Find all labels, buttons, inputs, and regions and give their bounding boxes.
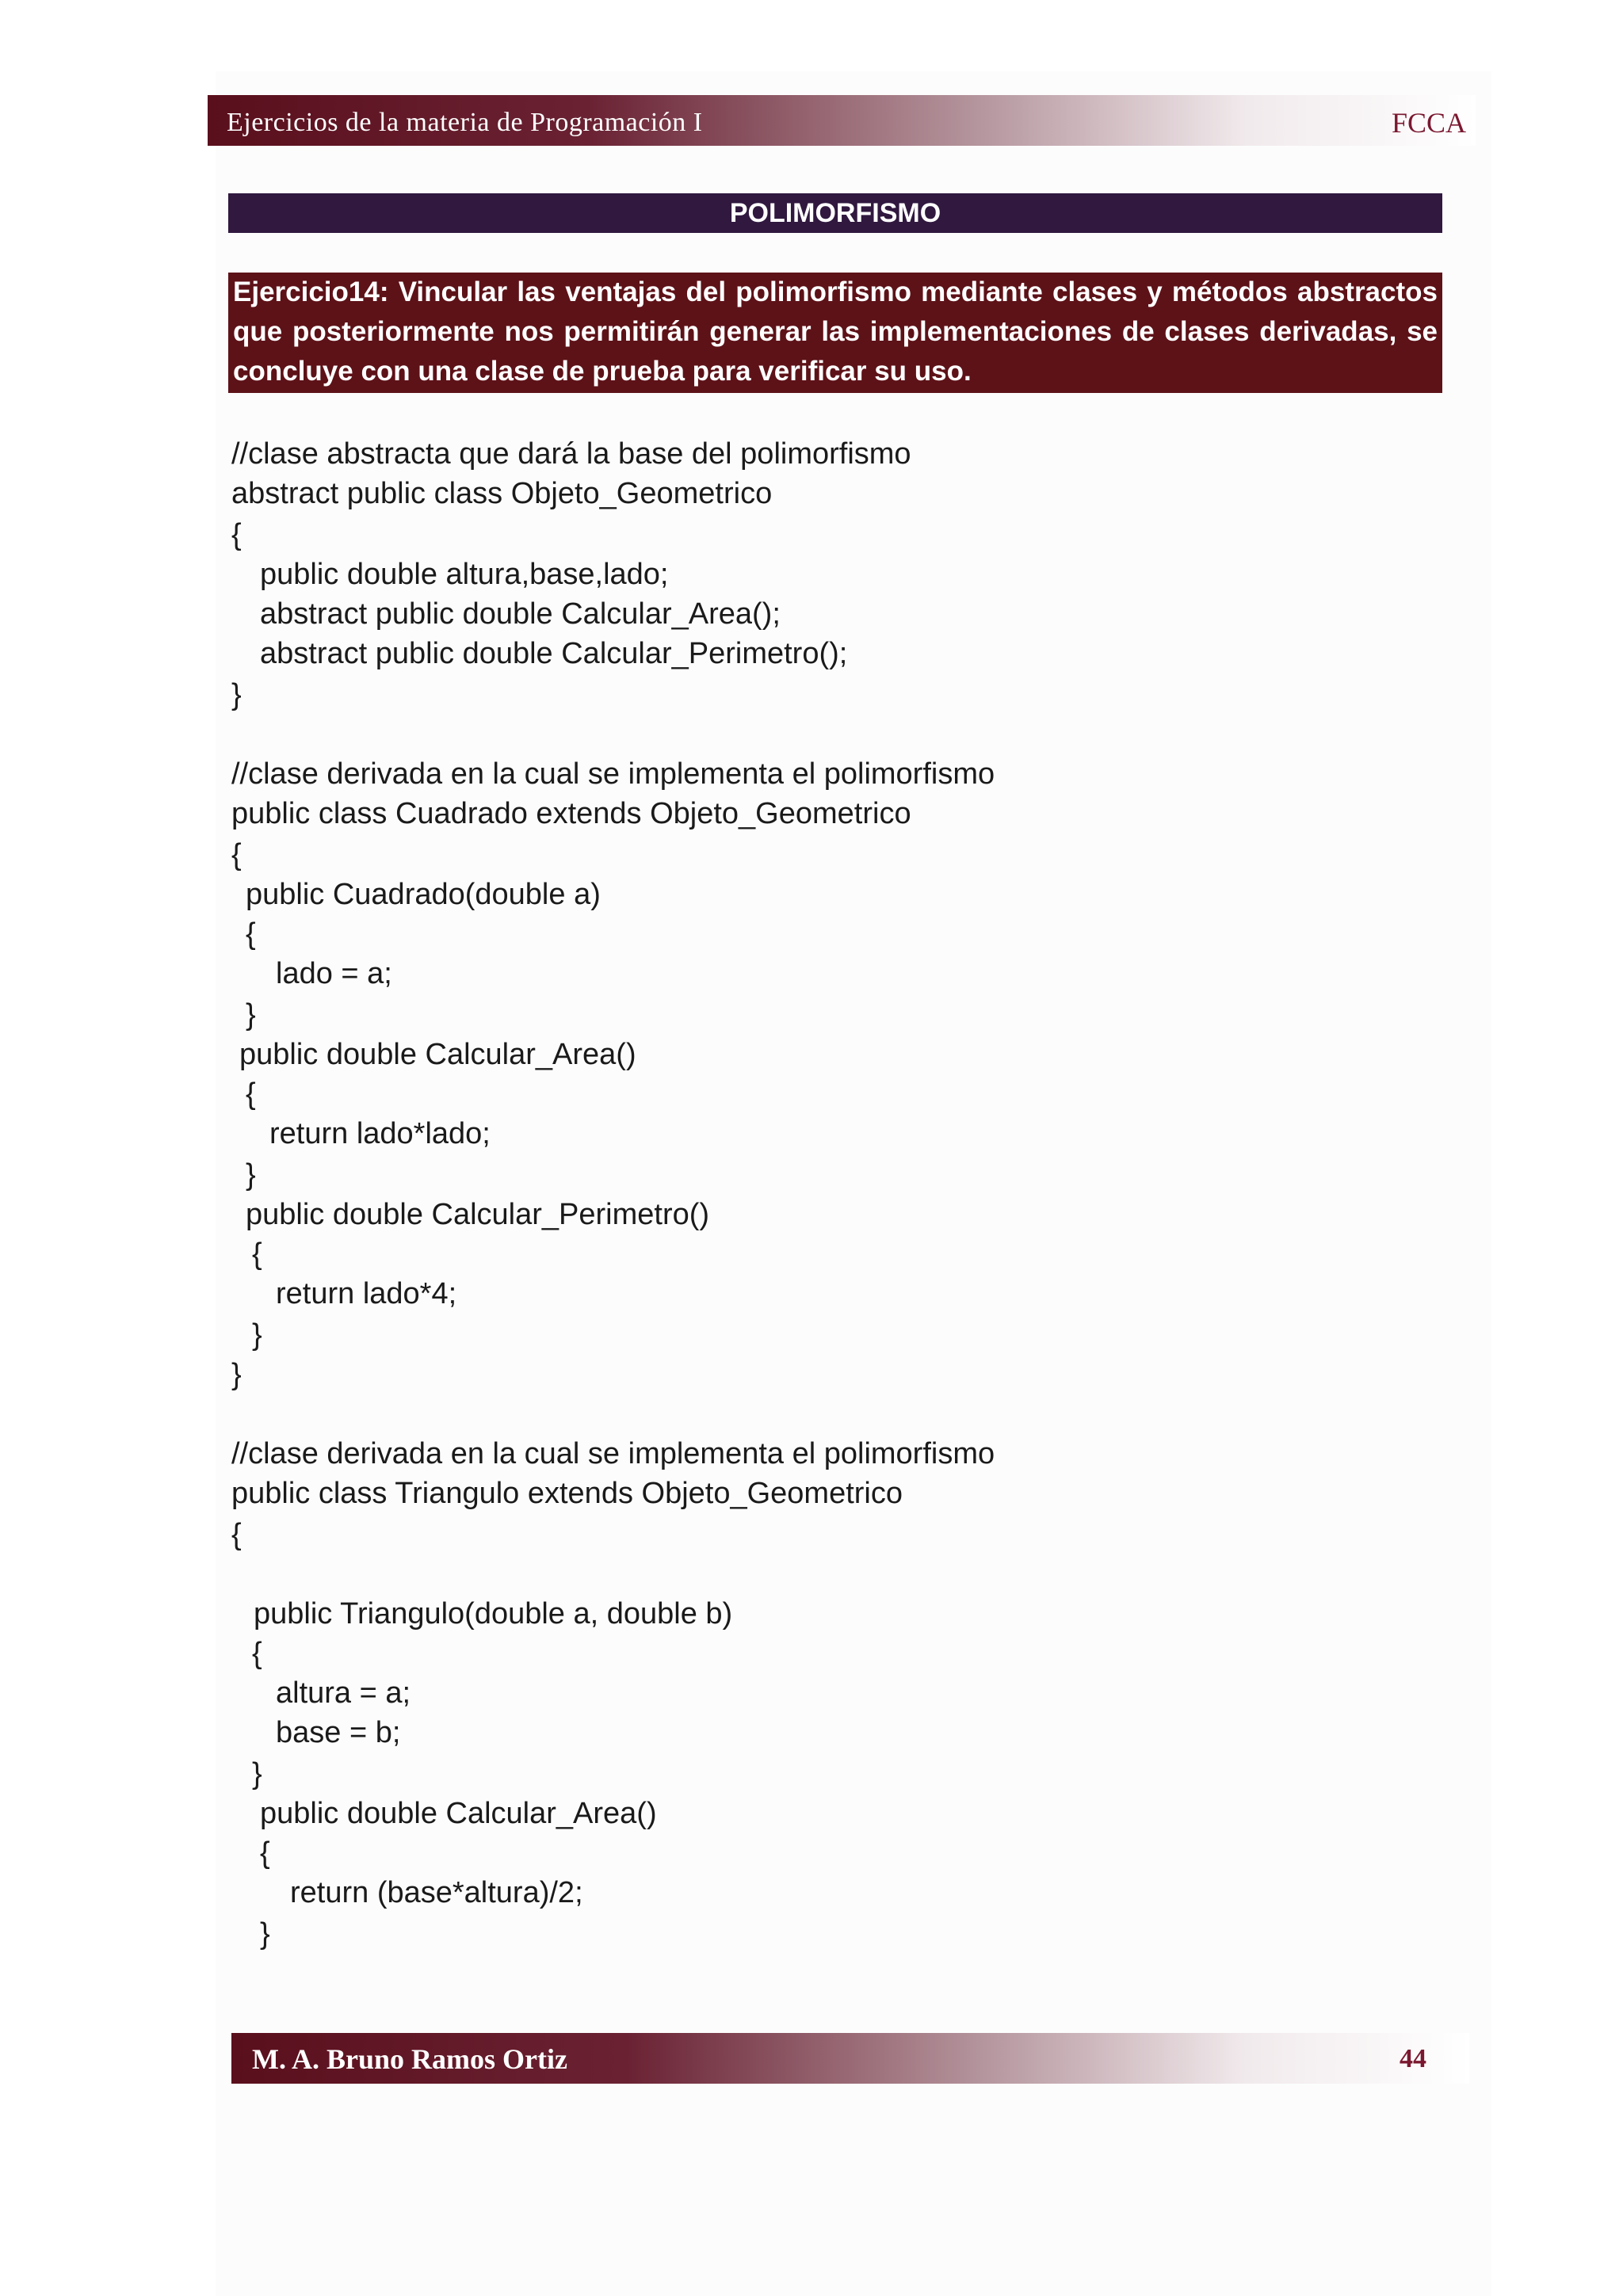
code-line: public Triangulo(double a, double b) — [254, 1597, 733, 1630]
code-line: { — [260, 1836, 270, 1870]
code-line: } — [252, 1318, 262, 1352]
page-number: 44 — [1400, 2044, 1426, 2073]
code-line: return lado*4; — [276, 1277, 457, 1310]
exercise-statement: Ejercicio14: Vincular las ventajas del polimorfismo mediante clases y métodos abstractos que posteriormente nos permitirán generar las implementaciones de clases derivadas, se concluye con una clase de prueba para verificar su uso. — [228, 273, 1442, 393]
code-line: { — [246, 917, 256, 951]
code-line: public double Calcular_Perimetro() — [246, 1198, 710, 1231]
code-line: { — [231, 838, 242, 871]
code-line: { — [252, 1238, 262, 1271]
code-line: { — [231, 518, 242, 551]
header-faculty: FCCA — [1392, 107, 1467, 139]
code-line: abstract public double Calcular_Area(); — [260, 597, 781, 631]
code-line: public double Calcular_Area() — [239, 1038, 636, 1071]
code-line: { — [231, 1518, 242, 1551]
code-line: } — [231, 1358, 242, 1391]
code-line: public double Calcular_Area() — [260, 1797, 657, 1830]
code-line: } — [246, 998, 256, 1032]
code-line: //clase derivada en la cual se implementa el polimorfismo — [231, 757, 995, 791]
code-line: abstract public double Calcular_Perimetro(); — [260, 637, 848, 670]
code-line: //clase abstracta que dará la base del polimorfismo — [231, 437, 911, 471]
code-line: return lado*lado; — [269, 1117, 491, 1150]
page-background — [216, 71, 1491, 2296]
code-line: { — [252, 1637, 262, 1670]
code-line: } — [231, 678, 242, 711]
code-line: lado = a; — [276, 957, 392, 990]
code-line: public class Cuadrado extends Objeto_Geometrico — [231, 797, 911, 830]
code-line: //clase derivada en la cual se implementa el polimorfismo — [231, 1437, 995, 1470]
code-line: altura = a; — [276, 1676, 411, 1710]
section-title: POLIMORFISMO — [228, 193, 1442, 233]
code-line: } — [260, 1917, 270, 1951]
code-line: return (base*altura)/2; — [290, 1876, 583, 1909]
header-title: Ejercicios de la materia de Programación I — [227, 108, 703, 137]
code-line: public double altura,base,lado; — [260, 558, 669, 591]
code-line: } — [252, 1757, 262, 1791]
code-line: abstract public class Objeto_Geometrico — [231, 477, 773, 510]
footer-author: M. A. Bruno Ramos Ortiz — [252, 2043, 567, 2075]
code-line: public Cuadrado(double a) — [246, 878, 601, 911]
code-line: } — [246, 1158, 256, 1192]
code-line: base = b; — [276, 1716, 401, 1749]
code-line: { — [246, 1077, 256, 1111]
code-line: public class Triangulo extends Objeto_Geometrico — [231, 1477, 903, 1510]
